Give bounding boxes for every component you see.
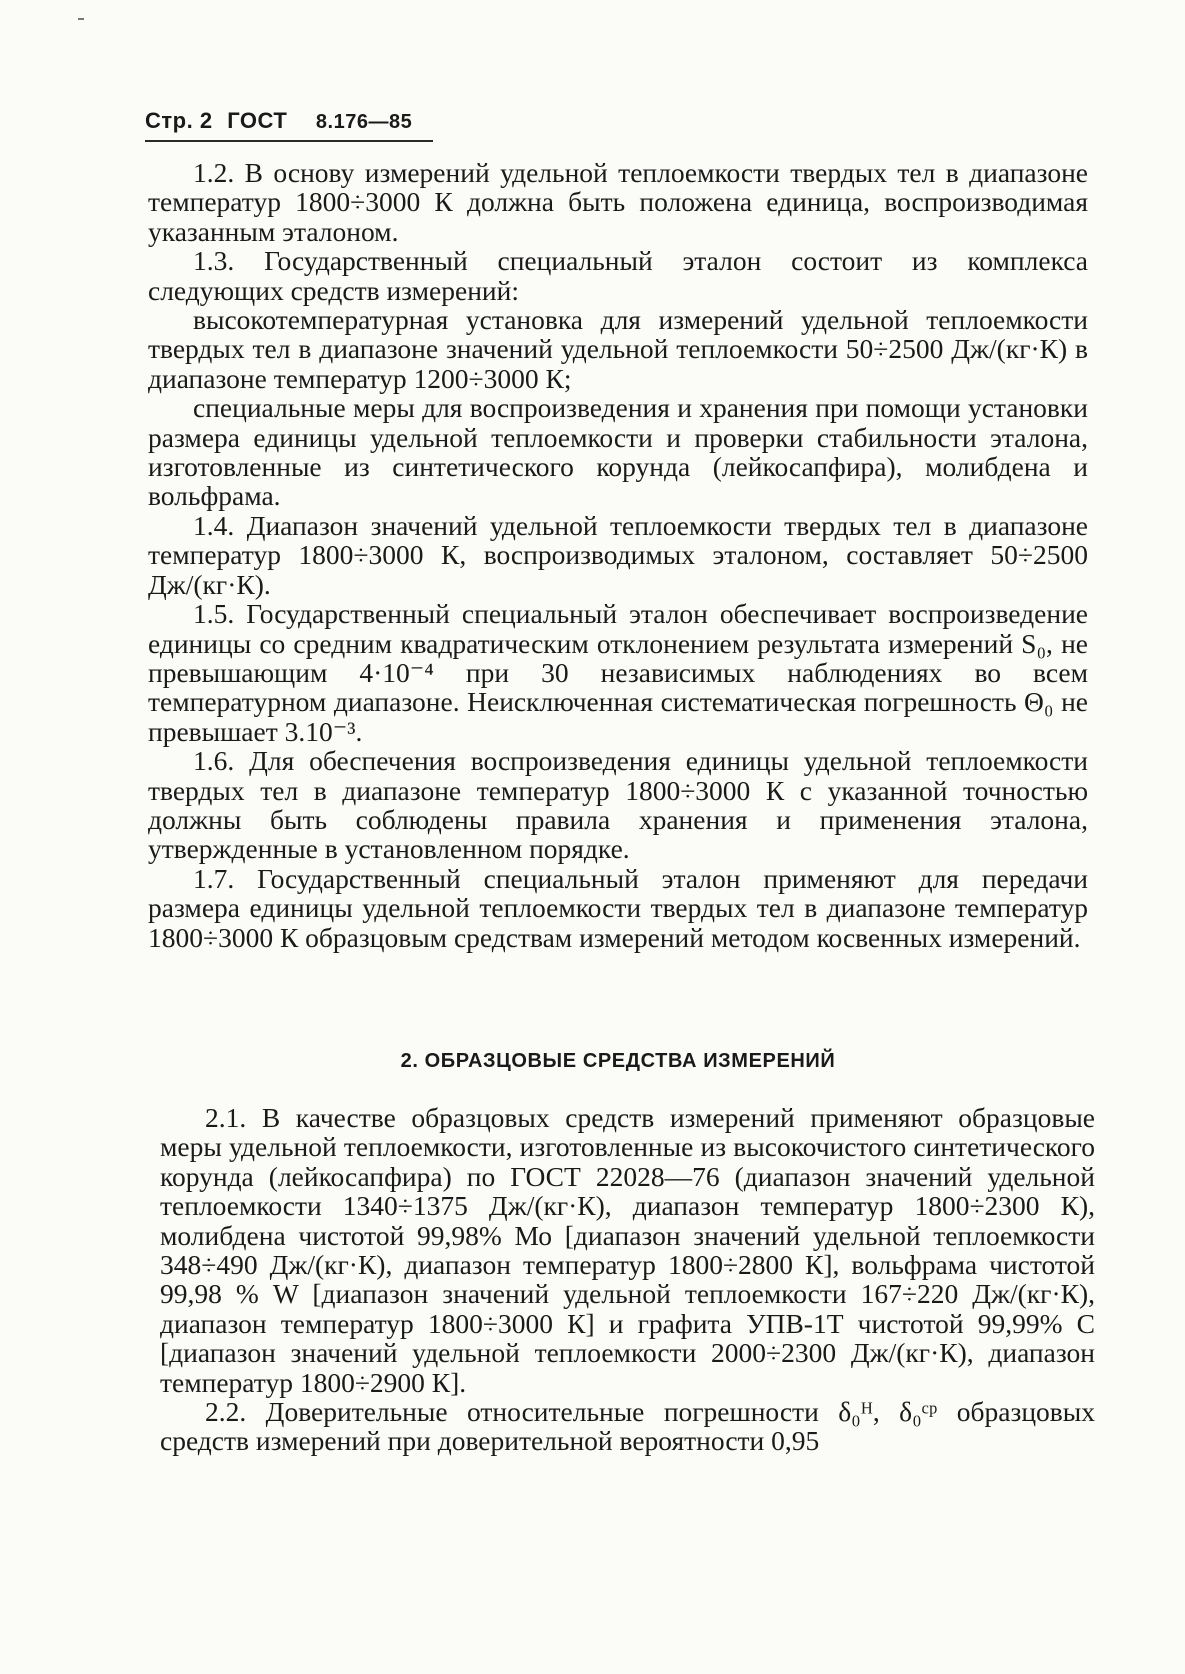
paragraph-1-2: 1.2. В основу измерений удельной теплоемкости твердых тел в диапазоне температур 1800÷3000 К должна быть положена единица, воспроизводимая указанным эталоном. <box>148 157 1088 247</box>
paragraph-2-1: 2.1. В качестве образцовых средств измерений применяют образцовые меры удельной теплоемкости, изготовленные из высокочистого синтетического корунда (лейкосапфира) по ГОСТ 22028—76 (диапазон значений удельной теплоемкости 1340÷1375 Дж/(кг·К), диапазон температур 1800÷2300 К), молибдена чистотой 99,98% Мо [диапазон значений удельной теплоемкости 348÷490 Дж/(кг·К), диапазон температур 1800÷2800 К], вольфрама чистотой 99,98 % W [диапазон значений удельной теплоемкости 167÷220 Дж/(кг·К), диапазон температур 1800÷3000 К] и графита УПВ-1Т чистотой 99,99% С [диапазон значений удельной теплоемкости 2000÷2300 Дж/(кг·К), диапазон температур 1800÷2900 К]. <box>160 1102 1095 1398</box>
paragraph-1-7: 1.7. Государственный специальный эталон применяют для передачи размера единицы удельной теплоемкости твердых тел в диапазоне температур 1800÷3000 К образцовым средствам измерений методом косвенных измерений. <box>148 862 1088 953</box>
paragraph-1-5: 1.5. Государственный специальный эталон обеспечивает воспроизведение единицы со средним квадратическим отклонением результата измерений S₀, не превышающим 4·10⁻⁴ при 30 независимых наблюдениях во всем температурном диапазоне. Неисключенная систематическая погрешность Θ₀ не превышает 3.10⁻³. <box>148 598 1088 747</box>
section-1-text <box>148 158 1088 952</box>
page-label: Стр. 2 <box>145 108 213 133</box>
scan-speck <box>78 18 84 20</box>
paragraph-1-3-item-2: специальные меры для воспроизведения и хранения при помощи установки размера единицы удельной теплоемкости и проверки стабильности эталона, изготовленные из синтетического корунда (лейкосапфира), молибдена и вольфрама. <box>148 392 1088 512</box>
section-2-text <box>160 1103 1095 1456</box>
header-rule <box>145 140 433 142</box>
standard-number: 8.176—85 <box>315 111 413 133</box>
paragraph-1-3: 1.3. Государственный специальный эталон состоит из комплекса следующих средств измерений: <box>148 245 1088 306</box>
paragraph-1-4: 1.4. Диапазон значений удельной теплоемкости твердых тел в диапазоне температур 1800÷3000 К, воспроизводимых эталоном, составляет 50÷2500 Дж/(кг·К). <box>148 509 1088 600</box>
paragraph-1-3-item-1: высокотемпературная установка для измерений удельной теплоемкости твердых тел в диапазоне значений удельной теплоемкости 50÷2500 Дж/(кг·К) в диапазоне температур 1200÷3000 К; <box>148 304 1088 394</box>
page-header <box>145 108 420 134</box>
paragraph-1-6: 1.6. Для обеспечения воспроизведения единицы удельной теплоемкости твердых тел в диапазоне температур 1800÷3000 К с указанной точностью должны быть соблюдены правила хранения и применения эталона, утвержденные в установленном порядке. <box>148 745 1088 865</box>
paragraph-2-2: 2.2. Доверительные относительные погрешности δ₀ᴴ, δ₀ᶜᵖ образцовых средств измерений при доверительной вероятности 0,95 <box>160 1396 1095 1457</box>
section-2-title: 2. ОБРАЗЦОВЫЕ СРЕДСТВА ИЗМЕРЕНИЙ <box>400 1050 836 1072</box>
standard-label: ГОСТ <box>227 108 288 133</box>
